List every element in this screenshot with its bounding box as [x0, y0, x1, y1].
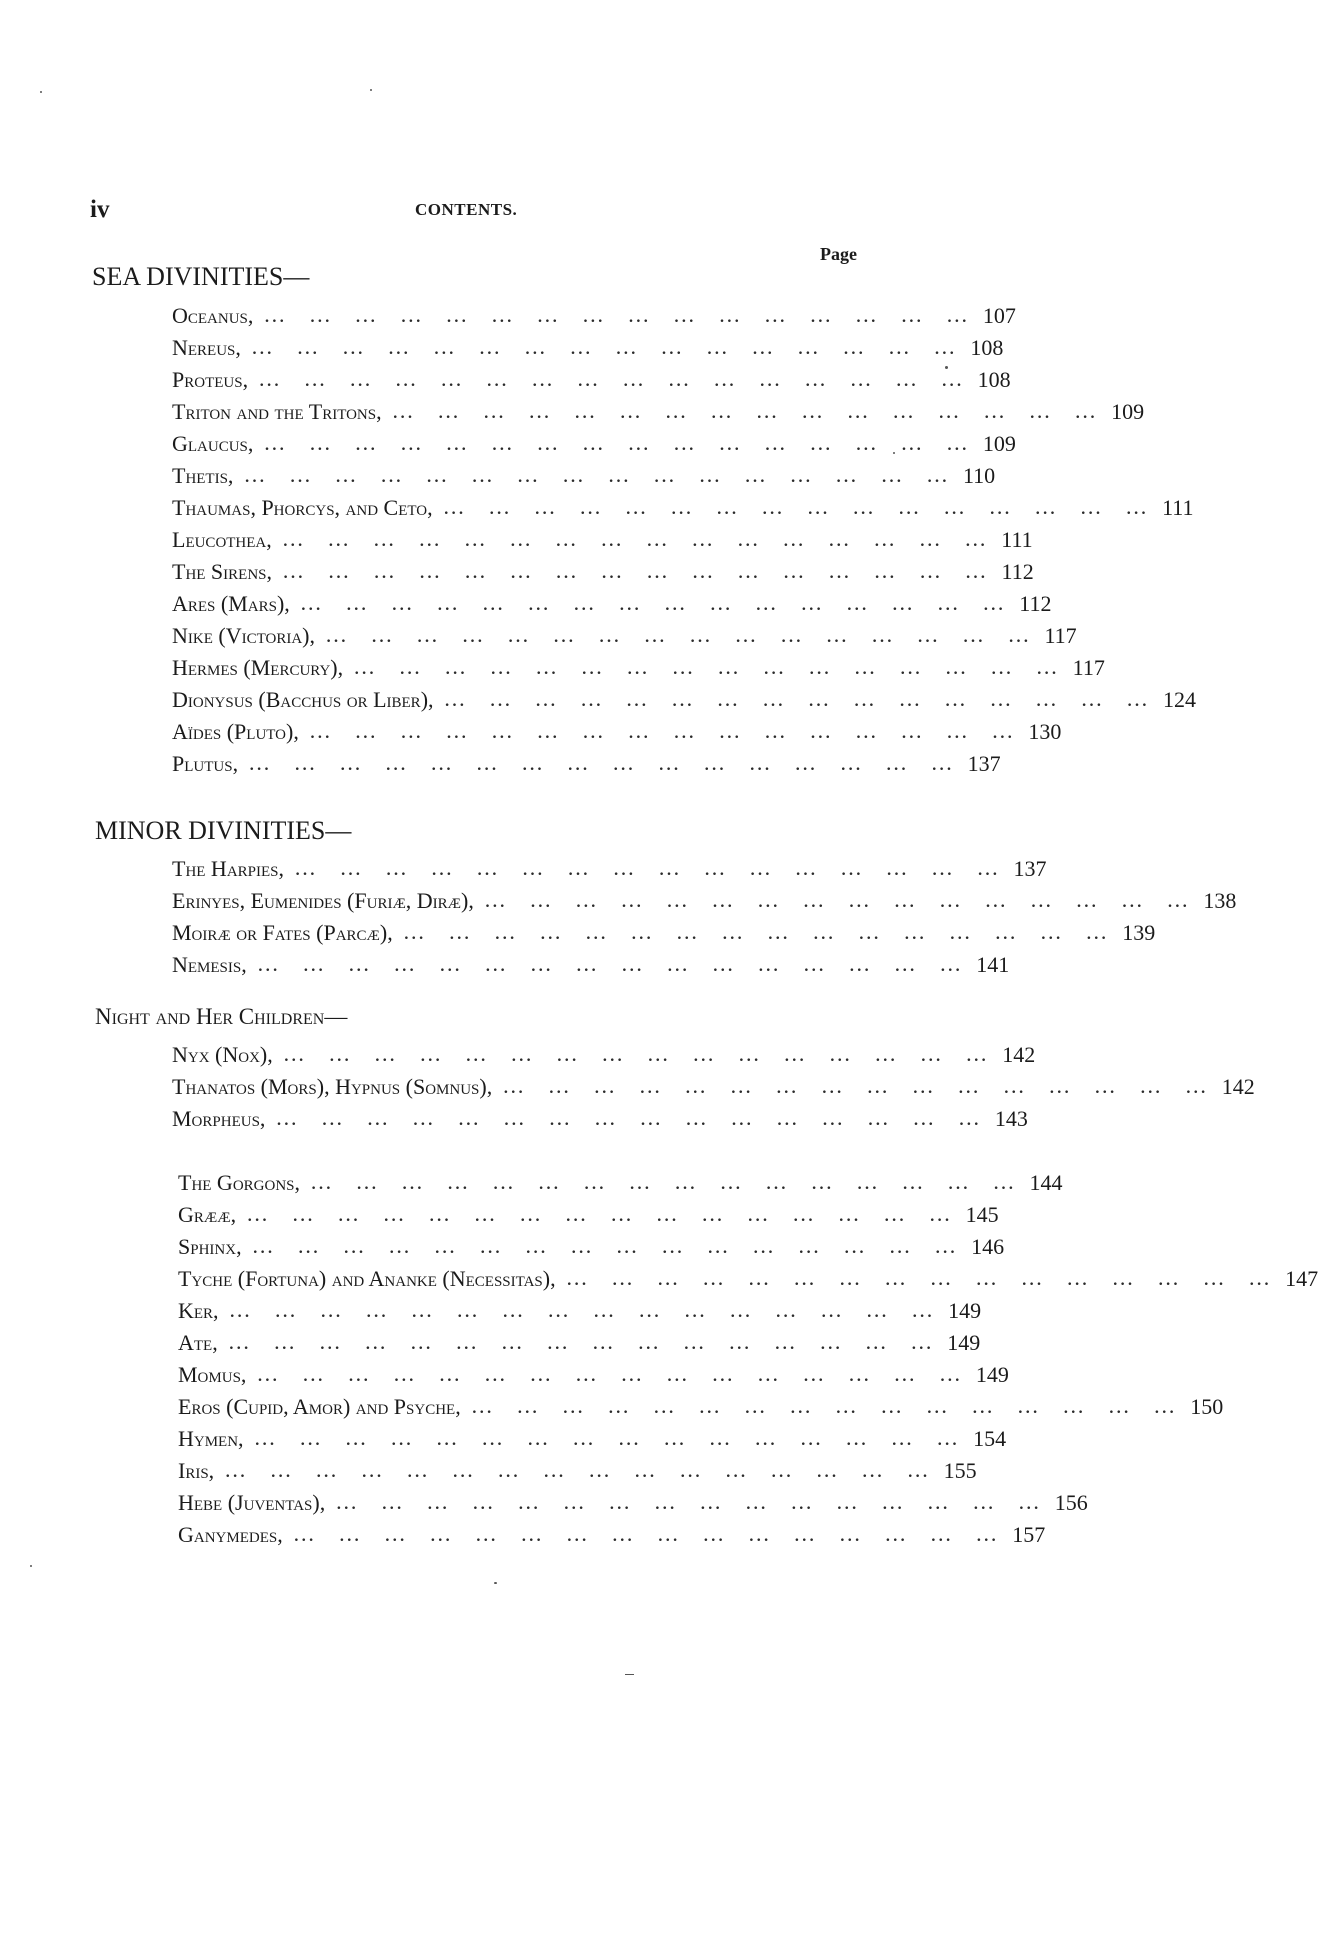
entry-title: Oceanus,: [172, 303, 263, 329]
toc-entry: [178, 1164, 1063, 1196]
entry-page-number: 149: [970, 1362, 1009, 1388]
entry-page-number: 142: [1216, 1074, 1255, 1100]
entry-page-number: 143: [989, 1106, 1028, 1132]
scan-speck: [30, 1565, 32, 1567]
dot-leader: … … … … … … … … … … … … … … … …: [246, 1201, 960, 1226]
dot-leader: … … … … … … … … … … … … … … … …: [258, 366, 972, 391]
entry-page-number: 111: [1156, 495, 1193, 521]
toc-entry: [178, 1420, 1007, 1452]
entry-page-number: 112: [996, 559, 1034, 585]
entry-title: Momus,: [178, 1362, 256, 1388]
toc-entry: [172, 617, 1077, 649]
entry-title: Tyche (Fortuna) and Ananke (Necessitas),: [178, 1266, 566, 1292]
toc-entry: [172, 425, 1016, 457]
entry-page-number: 150: [1184, 1394, 1223, 1420]
toc-entry: [172, 850, 1047, 882]
dot-leader: … … … … … … … … … … … … … … … …: [292, 1521, 1007, 1546]
scan-speck: [494, 1582, 497, 1584]
dot-leader: … … … … … … … … … … … … … … … …: [335, 1489, 1049, 1514]
dot-leader: … … … … … … … … … … … … … … … …: [391, 398, 1106, 423]
entry-title: Erinyes, Eumenides (Furiæ, Diræ),: [172, 888, 484, 914]
entry-title: Iris,: [178, 1458, 224, 1484]
toc-entry: [172, 745, 1001, 777]
entry-page-number: 155: [938, 1458, 977, 1484]
dot-leader: … … … … … … … … … … … … … … … …: [502, 1073, 1216, 1098]
entry-page-number: 149: [941, 1330, 980, 1356]
dot-leader: … … … … … … … … … … … … … … … …: [310, 1169, 1024, 1194]
toc-entry: [178, 1292, 982, 1324]
toc-entry: [172, 681, 1197, 713]
entry-title: The Gorgons,: [178, 1170, 310, 1196]
entry-title: Ares (Mars),: [172, 591, 300, 617]
dot-leader: … … … … … … … … … … … … … … … …: [294, 855, 1008, 880]
dot-leader: … … … … … … … … … … … … … … … …: [248, 750, 962, 775]
entry-page-number: 111: [995, 527, 1032, 553]
dot-leader: … … … … … … … … … … … … … … … …: [483, 887, 1198, 912]
dot-leader: … … … … … … … … … … … … … … … …: [442, 494, 1157, 519]
entry-title: Ker,: [178, 1298, 229, 1324]
entry-title: Triton and the Tritons,: [172, 399, 392, 425]
entry-page-number: 112: [1013, 591, 1051, 617]
entry-title: Nike (Victoria),: [172, 623, 325, 649]
entry-title: The Harpies,: [172, 856, 294, 882]
dot-leader: … … … … … … … … … … … … … … … …: [250, 334, 965, 359]
dot-leader: … … … … … … … … … … … … … … … …: [251, 1233, 966, 1258]
scan-speck: [625, 1674, 634, 1675]
entry-title: Sphinx,: [178, 1234, 252, 1260]
toc-entry: [172, 914, 1156, 946]
toc-entry: [172, 946, 1010, 978]
running-head: [90, 196, 890, 226]
entry-title: Leucothea,: [172, 527, 282, 553]
page-column-label: Page: [820, 244, 857, 264]
entry-title: Moiræ or Fates (Parcæ),: [172, 920, 403, 946]
dot-leader: … … … … … … … … … … … … … … … …: [565, 1265, 1280, 1290]
dot-leader: … … … … … … … … … … … … … … … …: [281, 526, 996, 551]
toc-entry: [172, 329, 1004, 361]
entry-title: Nyx (Nox),: [172, 1042, 283, 1068]
dot-leader: … … … … … … … … … … … … … … … …: [308, 718, 1023, 743]
entry-title: Ate,: [178, 1330, 228, 1356]
page-number: iv: [90, 196, 110, 223]
dot-leader: … … … … … … … … … … … … … … … …: [282, 558, 996, 583]
dot-leader: … … … … … … … … … … … … … … … …: [228, 1297, 943, 1322]
entry-page-number: 141: [970, 952, 1009, 978]
toc-entry: [172, 297, 1016, 329]
entry-page-number: 117: [1067, 655, 1105, 681]
dot-leader: … … … … … … … … … … … … … … … …: [224, 1457, 938, 1482]
entry-page-number: 137: [1008, 856, 1047, 882]
toc-entry: [178, 1388, 1224, 1420]
toc-entry: [178, 1324, 981, 1356]
toc-entry: [172, 393, 1145, 425]
entry-title: Thaumas, Phorcys, and Ceto,: [172, 495, 443, 521]
entry-title: Thetis,: [172, 463, 243, 489]
entry-title: Proteus,: [172, 367, 258, 393]
toc-entry: [172, 649, 1105, 681]
running-title: CONTENTS.: [415, 200, 518, 219]
entry-title: Ganymedes,: [178, 1522, 293, 1548]
dot-leader: … … … … … … … … … … … … … … … …: [470, 1393, 1185, 1418]
toc-entry: [172, 553, 1034, 585]
dot-leader: … … … … … … … … … … … … … … … …: [253, 1425, 968, 1450]
dot-leader: … … … … … … … … … … … … … … … …: [275, 1105, 989, 1130]
entry-page-number: 147: [1279, 1266, 1318, 1292]
entry-page-number: 139: [1116, 920, 1155, 946]
entry-title: Nereus,: [172, 335, 251, 361]
entry-page-number: 137: [962, 751, 1001, 777]
section-heading: MINOR DIVINITIES—: [95, 816, 352, 845]
toc-entry: [172, 489, 1194, 521]
entry-page-number: 109: [977, 431, 1016, 457]
toc-entry: [178, 1516, 1046, 1548]
entry-title: Eros (Cupid, Amor) and Psyche,: [178, 1394, 471, 1420]
dot-leader: … … … … … … … … … … … … … … … …: [443, 686, 1158, 711]
scan-speck: [40, 91, 42, 93]
toc-entry: [172, 1036, 1036, 1068]
dot-leader: … … … … … … … … … … … … … … … …: [263, 430, 977, 455]
toc-entry: [178, 1484, 1088, 1516]
dot-leader: … … … … … … … … … … … … … … … …: [282, 1041, 997, 1066]
entry-title: Hermes (Mercury),: [172, 655, 353, 681]
entry-title: Grææ,: [178, 1202, 246, 1228]
entry-page-number: 107: [977, 303, 1016, 329]
entry-page-number: 144: [1024, 1170, 1063, 1196]
section-heading: Night and Her Children—: [95, 1004, 348, 1029]
entry-title: Hebe (Juventas),: [178, 1490, 335, 1516]
dot-leader: … … … … … … … … … … … … … … … …: [324, 622, 1039, 647]
entry-title: Hymen,: [178, 1426, 254, 1452]
entry-page-number: 109: [1105, 399, 1144, 425]
dot-leader: … … … … … … … … … … … … … … … …: [263, 302, 977, 327]
entry-title: Dionysus (Bacchus or Liber),: [172, 687, 444, 713]
toc-entry: [172, 882, 1237, 914]
scan-speck: [370, 89, 372, 91]
entry-list: [172, 1036, 1255, 1132]
entry-page-number: 117: [1038, 623, 1076, 649]
toc-entry: [178, 1452, 977, 1484]
section-heading: SEA DIVINITIES—: [92, 262, 310, 291]
entry-page-number: 108: [972, 367, 1011, 393]
toc-entry: [172, 1068, 1255, 1100]
entry-list: [172, 297, 1197, 777]
entry-page-number: 108: [964, 335, 1003, 361]
entry-page-number: 130: [1022, 719, 1061, 745]
entry-list: [178, 1164, 1318, 1548]
entry-title: Plutus,: [172, 751, 248, 777]
dot-leader: … … … … … … … … … … … … … … … …: [256, 951, 971, 976]
toc-entry: [178, 1260, 1318, 1292]
dot-leader: … … … … … … … … … … … … … … … …: [299, 590, 1014, 615]
entry-title: Thanatos (Mors), Hypnus (Somnus),: [172, 1074, 502, 1100]
dot-leader: … … … … … … … … … … … … … … … …: [256, 1361, 970, 1386]
dot-leader: … … … … … … … … … … … … … … … …: [243, 462, 957, 487]
entry-page-number: 156: [1049, 1490, 1088, 1516]
toc-entry: [172, 1100, 1028, 1132]
toc-entry: [172, 713, 1062, 745]
entry-list: [172, 850, 1237, 978]
entry-page-number: 154: [967, 1426, 1006, 1452]
entry-title: Aïdes (Pluto),: [172, 719, 309, 745]
toc-entry: [172, 585, 1052, 617]
toc-entry: [172, 457, 996, 489]
toc-entry: [172, 521, 1033, 553]
entry-page-number: 157: [1006, 1522, 1045, 1548]
entry-title: Glaucus,: [172, 431, 263, 457]
entry-page-number: 110: [957, 463, 995, 489]
entry-title: Nemesis,: [172, 952, 257, 978]
entry-page-number: 149: [942, 1298, 981, 1324]
entry-page-number: 124: [1157, 687, 1196, 713]
entry-title: The Sirens,: [172, 559, 282, 585]
entry-page-number: 138: [1197, 888, 1236, 914]
dot-leader: … … … … … … … … … … … … … … … …: [402, 919, 1117, 944]
entry-page-number: 146: [965, 1234, 1004, 1260]
toc-entry: [172, 361, 1011, 393]
dot-leader: … … … … … … … … … … … … … … … …: [227, 1329, 942, 1354]
entry-page-number: 142: [996, 1042, 1035, 1068]
dot-leader: … … … … … … … … … … … … … … … …: [353, 654, 1067, 679]
toc-entry: [178, 1228, 1005, 1260]
toc-entry: [178, 1196, 999, 1228]
entry-title: Morpheus,: [172, 1106, 275, 1132]
toc-entry: [178, 1356, 1009, 1388]
entry-page-number: 145: [960, 1202, 999, 1228]
